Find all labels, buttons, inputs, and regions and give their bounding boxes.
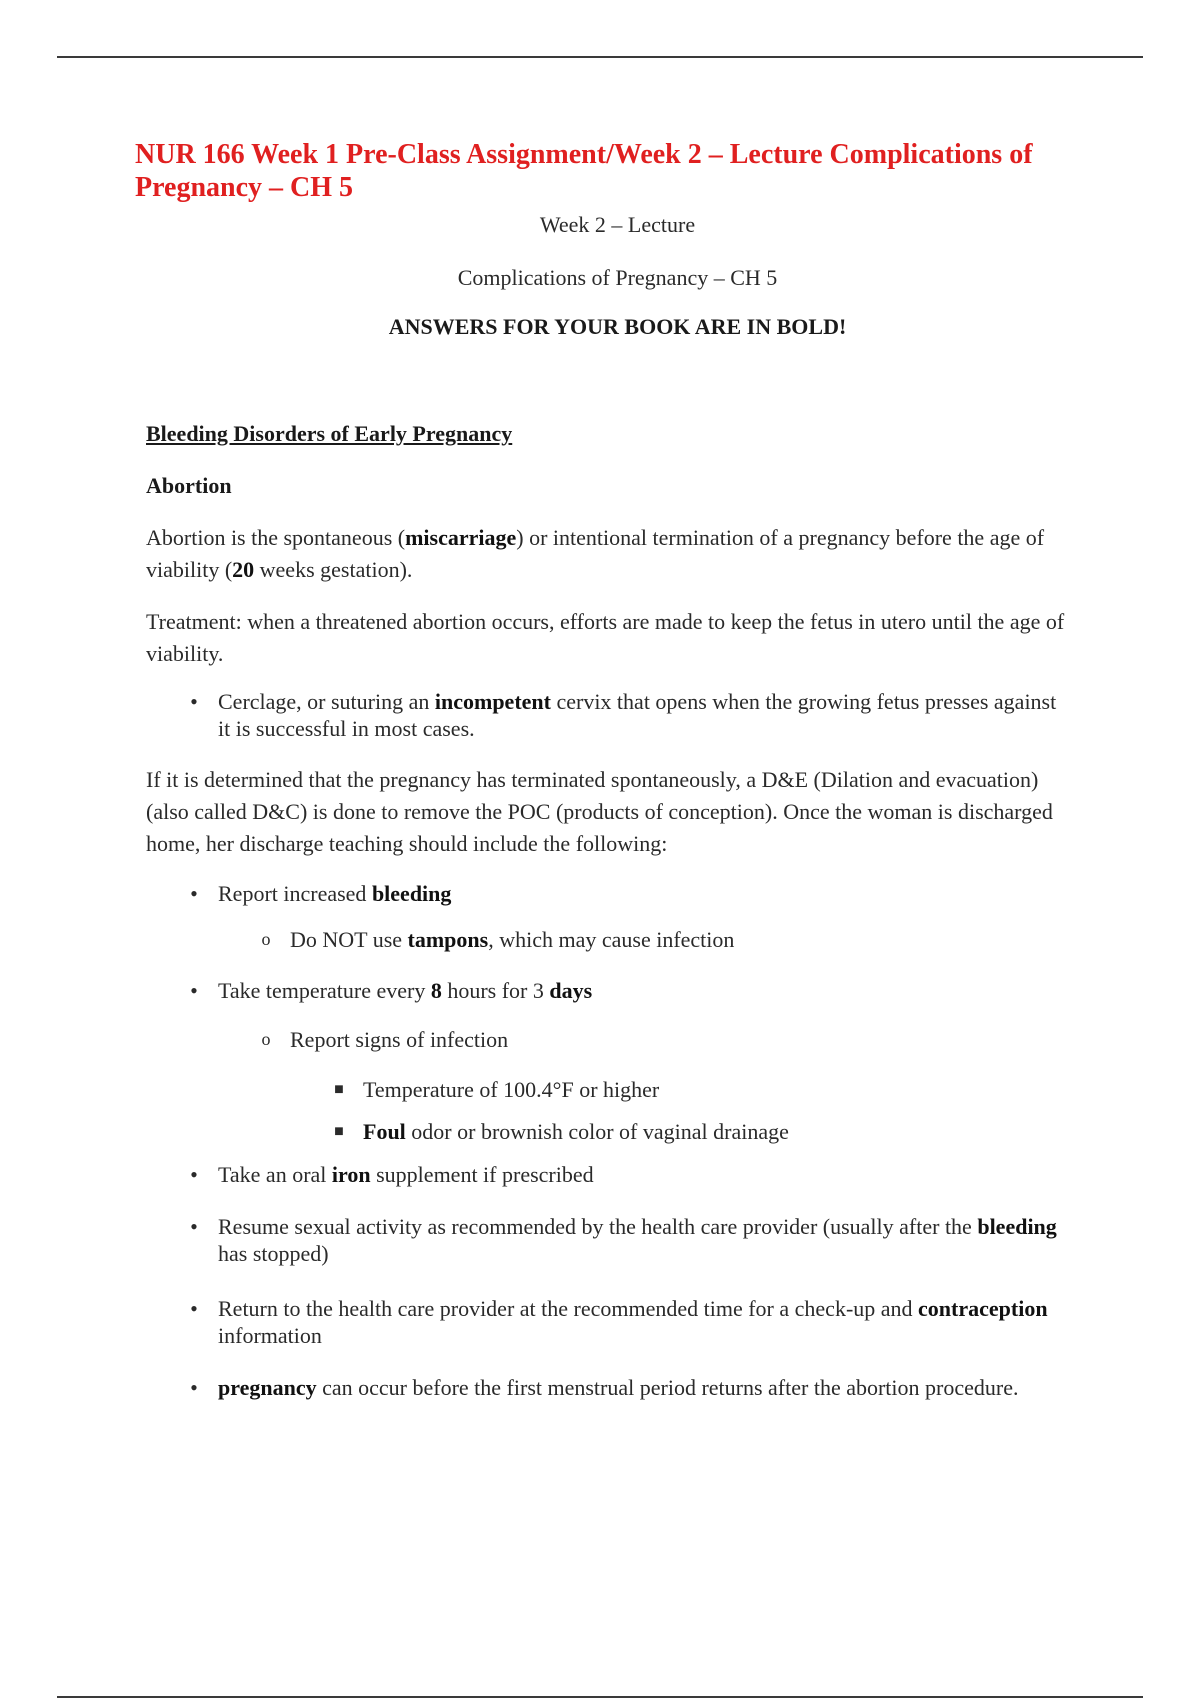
list-item-temperature-threshold [334, 1076, 1063, 1103]
bold-term: Foul [363, 1119, 406, 1144]
list-item-cerclage [190, 688, 1068, 742]
list-item-sexual-activity [190, 1213, 1068, 1267]
bold-term: days [549, 978, 593, 1003]
bullet-marker: • [190, 1214, 198, 1239]
paragraph-discharge-intro: If it is determined that the pregnancy has terminated spontaneously, a D&E (Dilation and evacuation) (also called D&C) is done to remove the POC (products of conception). Once the woman is discharged home, her discharge teaching should include the following: [146, 767, 1053, 856]
text: Temperature of 100.4°F or higher [363, 1077, 660, 1102]
text: Report signs of infection [290, 1027, 509, 1052]
list-item-odor [334, 1118, 1063, 1145]
subheading-abortion: Abortion [146, 473, 232, 498]
text: ) or intentional termination of a pregnancy before the age of viability ( [146, 525, 1045, 582]
text: hours for 3 [441, 978, 550, 1003]
bold-term: tampons [407, 927, 489, 952]
section-heading: Bleeding Disorders of Early Pregnancy [146, 421, 513, 446]
text: Cerclage, or suturing an [218, 689, 435, 714]
list-item-return-visit [190, 1295, 1068, 1349]
bold-term: 8 [430, 978, 442, 1003]
circle-marker: o [261, 929, 271, 949]
bullet-marker: • [190, 978, 198, 1003]
text: weeks gestation). [254, 557, 413, 582]
bold-term: contraception [918, 1296, 1048, 1321]
bold-term: bleeding [977, 1214, 1057, 1239]
subtitle-topic: Complications of Pregnancy – CH 5 [457, 265, 778, 290]
paragraph-treatment: Treatment: when a threatened abortion occurs, efforts are made to keep the fetus in utero until the age of viability. [146, 609, 1065, 666]
text: Take an oral [218, 1162, 332, 1187]
top-rule [57, 56, 1143, 58]
square-marker: ■ [334, 1123, 344, 1140]
text: cervix that opens when the growing fetus presses against it is successful in most cases. [218, 689, 1057, 741]
bold-term: bleeding [371, 881, 452, 906]
bold-term: miscarriage [405, 525, 517, 550]
page-title: NUR 166 Week 1 Pre-Class Assignment/Week 2 – Lecture Complications of Pregnancy – CH 5 [135, 139, 1033, 203]
text: , which may cause infection [488, 927, 735, 952]
bold-term: 20 [232, 557, 255, 582]
bullet-marker: • [190, 1162, 198, 1187]
text: supplement if prescribed [370, 1162, 594, 1187]
list-item-report-bleeding [190, 880, 1068, 907]
text: Abortion is the spontaneous ( [146, 525, 406, 550]
text: Do NOT use [290, 927, 408, 952]
paragraph-abortion-definition [146, 522, 1076, 586]
list-item-iron [190, 1161, 1068, 1188]
text: can occur before the first menstrual period returns after the abortion procedure. [316, 1375, 1019, 1400]
text: Take temperature every [218, 978, 431, 1003]
list-item-tampons [261, 926, 1070, 953]
list-item-pregnancy [190, 1374, 1068, 1401]
bold-notice: ANSWERS FOR YOUR BOOK ARE IN BOLD! [388, 314, 847, 339]
circle-marker: o [261, 1029, 271, 1049]
bullet-marker: • [190, 689, 198, 714]
text: has stopped) [218, 1241, 329, 1266]
bold-term: incompetent [434, 689, 551, 714]
bold-term: pregnancy [218, 1375, 317, 1400]
bullet-marker: • [190, 1375, 198, 1400]
list-item-temperature [190, 977, 1068, 1004]
list-item-report-infection [261, 1026, 1070, 1053]
text: Report increased [218, 881, 372, 906]
text: Return to the health care provider at the recommended time for a check-up and [218, 1296, 919, 1321]
bold-term: iron [331, 1162, 371, 1187]
bottom-rule [57, 1696, 1143, 1698]
bullet-marker: • [190, 881, 198, 906]
bullet-marker: • [190, 1296, 198, 1321]
text: information [218, 1323, 322, 1348]
text: Resume sexual activity as recommended by the health care provider (usually after the [218, 1214, 978, 1239]
square-marker: ■ [334, 1081, 344, 1098]
subtitle-week: Week 2 – Lecture [539, 212, 696, 237]
text: odor or brownish color of vaginal drainage [405, 1119, 789, 1144]
